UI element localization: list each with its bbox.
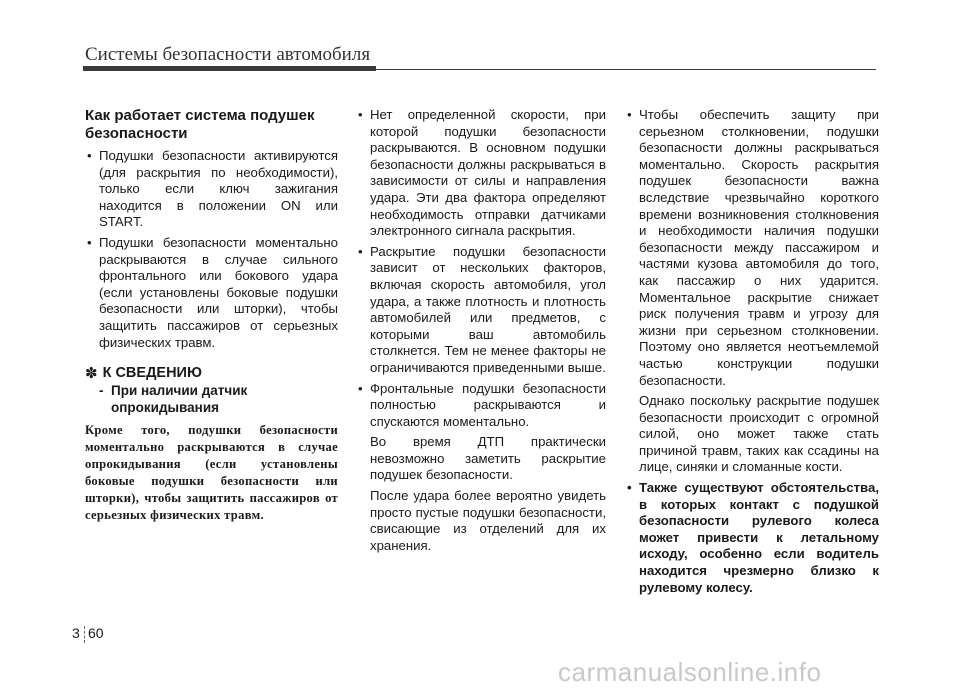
bullet-list-col3-bold	[625, 480, 879, 596]
list-item: • Подушки безопасности активируются (для раскрытия по необходимости), только если ключ зажигания находится в положении ON или START.	[85, 148, 338, 231]
footer-divider	[84, 626, 85, 643]
column-3	[625, 107, 879, 600]
section-heading: Как работает система подушек безопасности	[85, 107, 315, 142]
bullet-list-col1	[85, 148, 338, 351]
header-rule-thick	[83, 66, 376, 71]
header-rule-thin	[376, 69, 876, 70]
notice-heading	[85, 365, 338, 382]
list-item: • Фронтальные подушки безопасности полностью раскрываются и спускаются моментально.	[356, 381, 606, 431]
notice-title: К СВЕДЕНИЮ	[102, 365, 202, 382]
notice-box	[85, 365, 338, 524]
bullet-list-col2	[356, 107, 606, 430]
list-item-bold: • Также существуют обстоятельства, в которых контакт с подушкой безопасности рулевого колеса может привести к летальному исходу, особенно если водитель находится чрезмерно близко к рулевому колесу.	[625, 480, 879, 596]
dash-marker: -	[99, 383, 104, 399]
watermark-text: carmanualsonline.info	[558, 657, 822, 687]
bullet-list-col3	[625, 107, 879, 389]
list-item: • Чтобы обеспечить защиту при серьезном столкновении, подушки безопасности должны раскрываться моментально. Скорость раскрытия подушек безопасности важна вследствие чрезвычайно короткого времени возникновения столкновения и необходимости наличия подушки безопасности между пассажиром и частями кузова автомобиля до того, как пассажир о них ударится. Моментальное раскрытие снижает риск получения травм и угрозу для жизни при серьезном столкновении. Поэтому оно является неотъемлемой частью конструкции подушки безопасности.	[625, 107, 879, 389]
list-item: • Нет определенной скорости, при которой подушки безопасности раскрываются. В основном подушки безопасности должны раскрываться в зависимости от силы и направления удара. Эти два фактора определяют необходимость отправки датчиками электронного сигнала раскрытия.	[356, 107, 606, 240]
notice-subtitle-text: При наличии датчик опрокидывания	[111, 383, 248, 416]
chapter-number: 3	[72, 625, 80, 641]
list-item: • Раскрытие подушки безопасности зависит от нескольких факторов, включая скорость автомобиля, угол удара, а также плотность и плотность автомобилей или предметов, с которыми ваш автомобиль столкнется. Тем не менее факторы не ограничиваются приведенными выше.	[356, 244, 606, 377]
paragraph: После удара более вероятно увидеть просто пустые подушки безопасности, свисающие из отделений для их хранения.	[370, 488, 606, 553]
list-item: • Подушки безопасности моментально раскрываются в случае сильного фронтального или бокового удара (если установлены боковые подушки безопасности или шторки), чтобы защитить пассажиров от серьезных физических травм.	[85, 235, 338, 351]
page-number: 60	[88, 625, 104, 641]
star-icon: ✽	[85, 365, 98, 383]
page-header-title: Системы безопасности автомобиля	[85, 44, 371, 65]
notice-subtitle	[85, 382, 338, 416]
paragraph: Однако поскольку раскрытие подушек безопасности происходит с огромной силой, оно может также стать причиной травм, таких как ссадины на лице, синяки и сломанные кости.	[639, 393, 879, 475]
notice-body: Кроме того, подушки безопасности моментально раскрываются в случае опрокидывания (если установлены боковые подушки безопасности или шторки), чтобы защитить пассажиров от серьезных физических травм.	[85, 423, 338, 523]
column-1	[85, 107, 338, 524]
paragraph: Во время ДТП практически невозможно заметить раскрытие подушек безопасности.	[370, 434, 606, 483]
column-2	[356, 107, 606, 558]
